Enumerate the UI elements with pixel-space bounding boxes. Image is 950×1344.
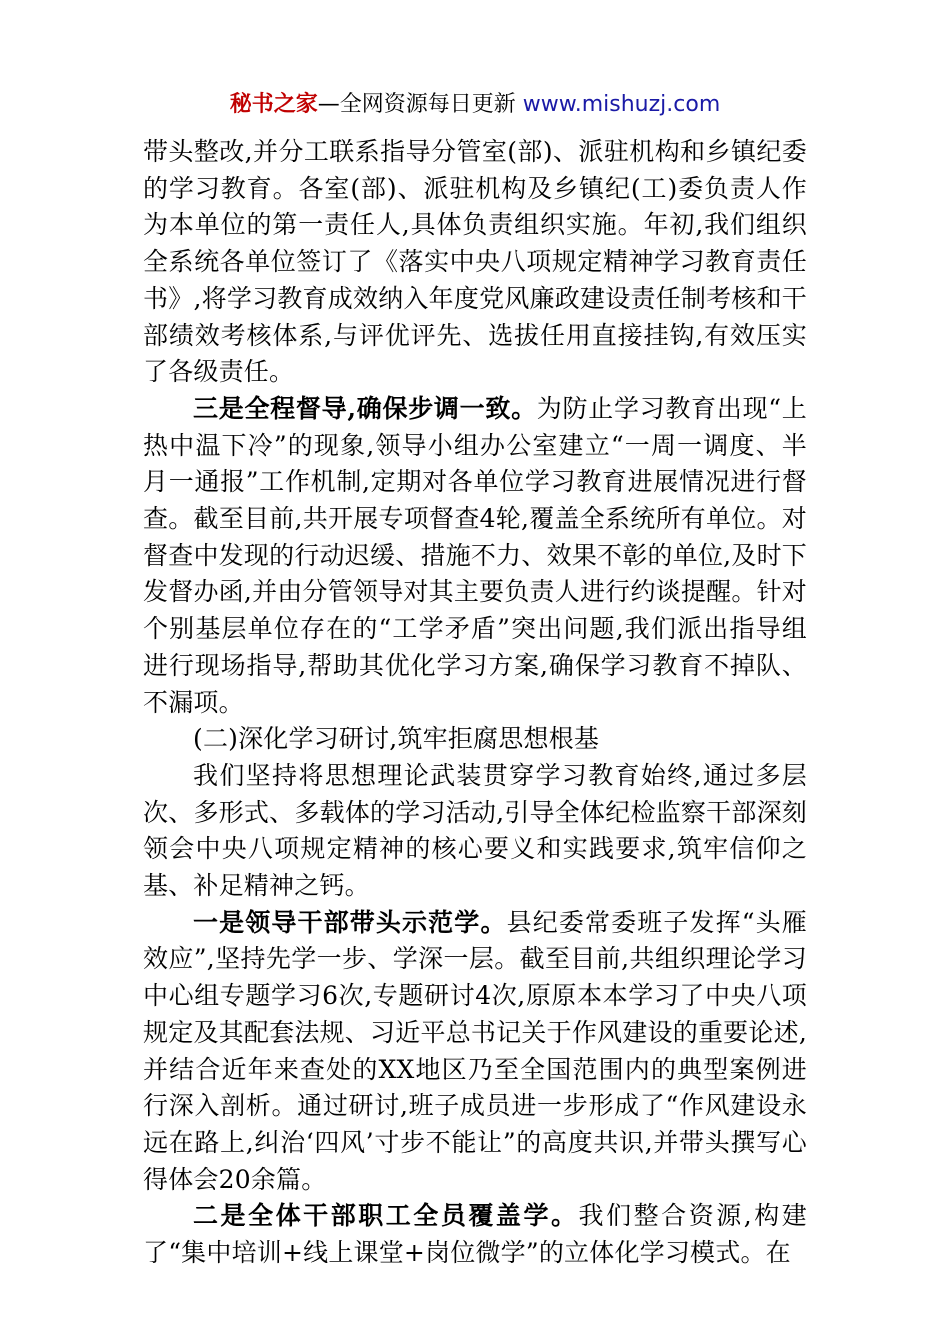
paragraph-leaders	[143, 905, 807, 1199]
site-header	[0, 88, 950, 122]
paragraph-text: 县纪委常委班子发挥“头雁效应”,坚持先学一步、学深一层。截至目前,共组织理论学习中心组专题学习6次,专题研讨4次,原原本本学习了中央八项规定及其配套法规、习近平总书记关于作风建设的重要论述,并结合近年来查处的XX地区乃至全国范围内的典型案例进行深入剖析。通过研讨,班子成员进一步形成了“作风建设永远在路上,纠治‘四风’寸步不能让”的高度共识,并带头撰写心得体会20余篇。	[143, 907, 807, 1194]
document-body	[143, 134, 807, 1272]
paragraph-text: 带头整改,并分工联系指导分管室(部)、派驻机构和乡镇纪委的学习教育。各室(部)、派驻机构及乡镇纪(工)委负责人作为本单位的第一责任人,具体负责组织实施。年初,我们组织全系统各单位签订了《落实中央八项规定精神学习教育责任书》,将学习教育成效纳入年度党风廉政建设责任制考核和干部绩效考核体系,与评优评先、选拔任用直接挂钩,有效压实了各级责任。	[143, 137, 807, 387]
paragraph-continuation	[143, 134, 807, 391]
paragraph-intro	[143, 758, 807, 905]
paragraph-text: 为防止学习教育出现“上热中温下冷”的现象,领导小组办公室建立“一周一调度、半月一通报”工作机制,定期对各单位学习教育进展情况进行督查。截至目前,共开展专项督查4轮,覆盖全系统所有单位。对督查中发现的行动迟缓、措施不力、效果不彰的单位,及时下发督办函,并由分管领导对其主要负责人进行约谈提醒。针对个别基层单位存在的“工学矛盾”突出问题,我们派出指导组进行现场指导,帮助其优化学习方案,确保学习教育不掉队、不漏项。	[143, 393, 807, 717]
paragraph-all-staff	[143, 1198, 807, 1271]
paragraph-lead: 一是领导干部带头示范学。	[193, 907, 507, 937]
brand-name: 秘书之家	[229, 92, 318, 117]
header-tagline: —全网资源每日更新	[317, 92, 523, 117]
paragraph-text: 我们坚持将思想理论武装贯穿学习教育始终,通过多层次、多形式、多载体的学习活动,引导全体纪检监察干部深刻领会中央八项规定精神的核心要义和实践要求,筑牢信仰之基、补足精神之钙。	[143, 760, 807, 901]
paragraph-lead: 三是全程督导,确保步调一致。	[193, 393, 537, 423]
paragraph-text: (二)深化学习研讨,筑牢拒腐思想根基	[193, 724, 600, 754]
section-heading	[143, 721, 807, 758]
paragraph-text: 我们整合资源,构建了“集中培训+线上课堂+岗位微学”的立体化学习模式。在	[143, 1201, 807, 1268]
site-url-link[interactable]: www.mishuzj.com	[522, 92, 721, 117]
paragraph-supervision	[143, 391, 807, 721]
paragraph-lead: 二是全体干部职工全员覆盖学。	[193, 1201, 579, 1231]
